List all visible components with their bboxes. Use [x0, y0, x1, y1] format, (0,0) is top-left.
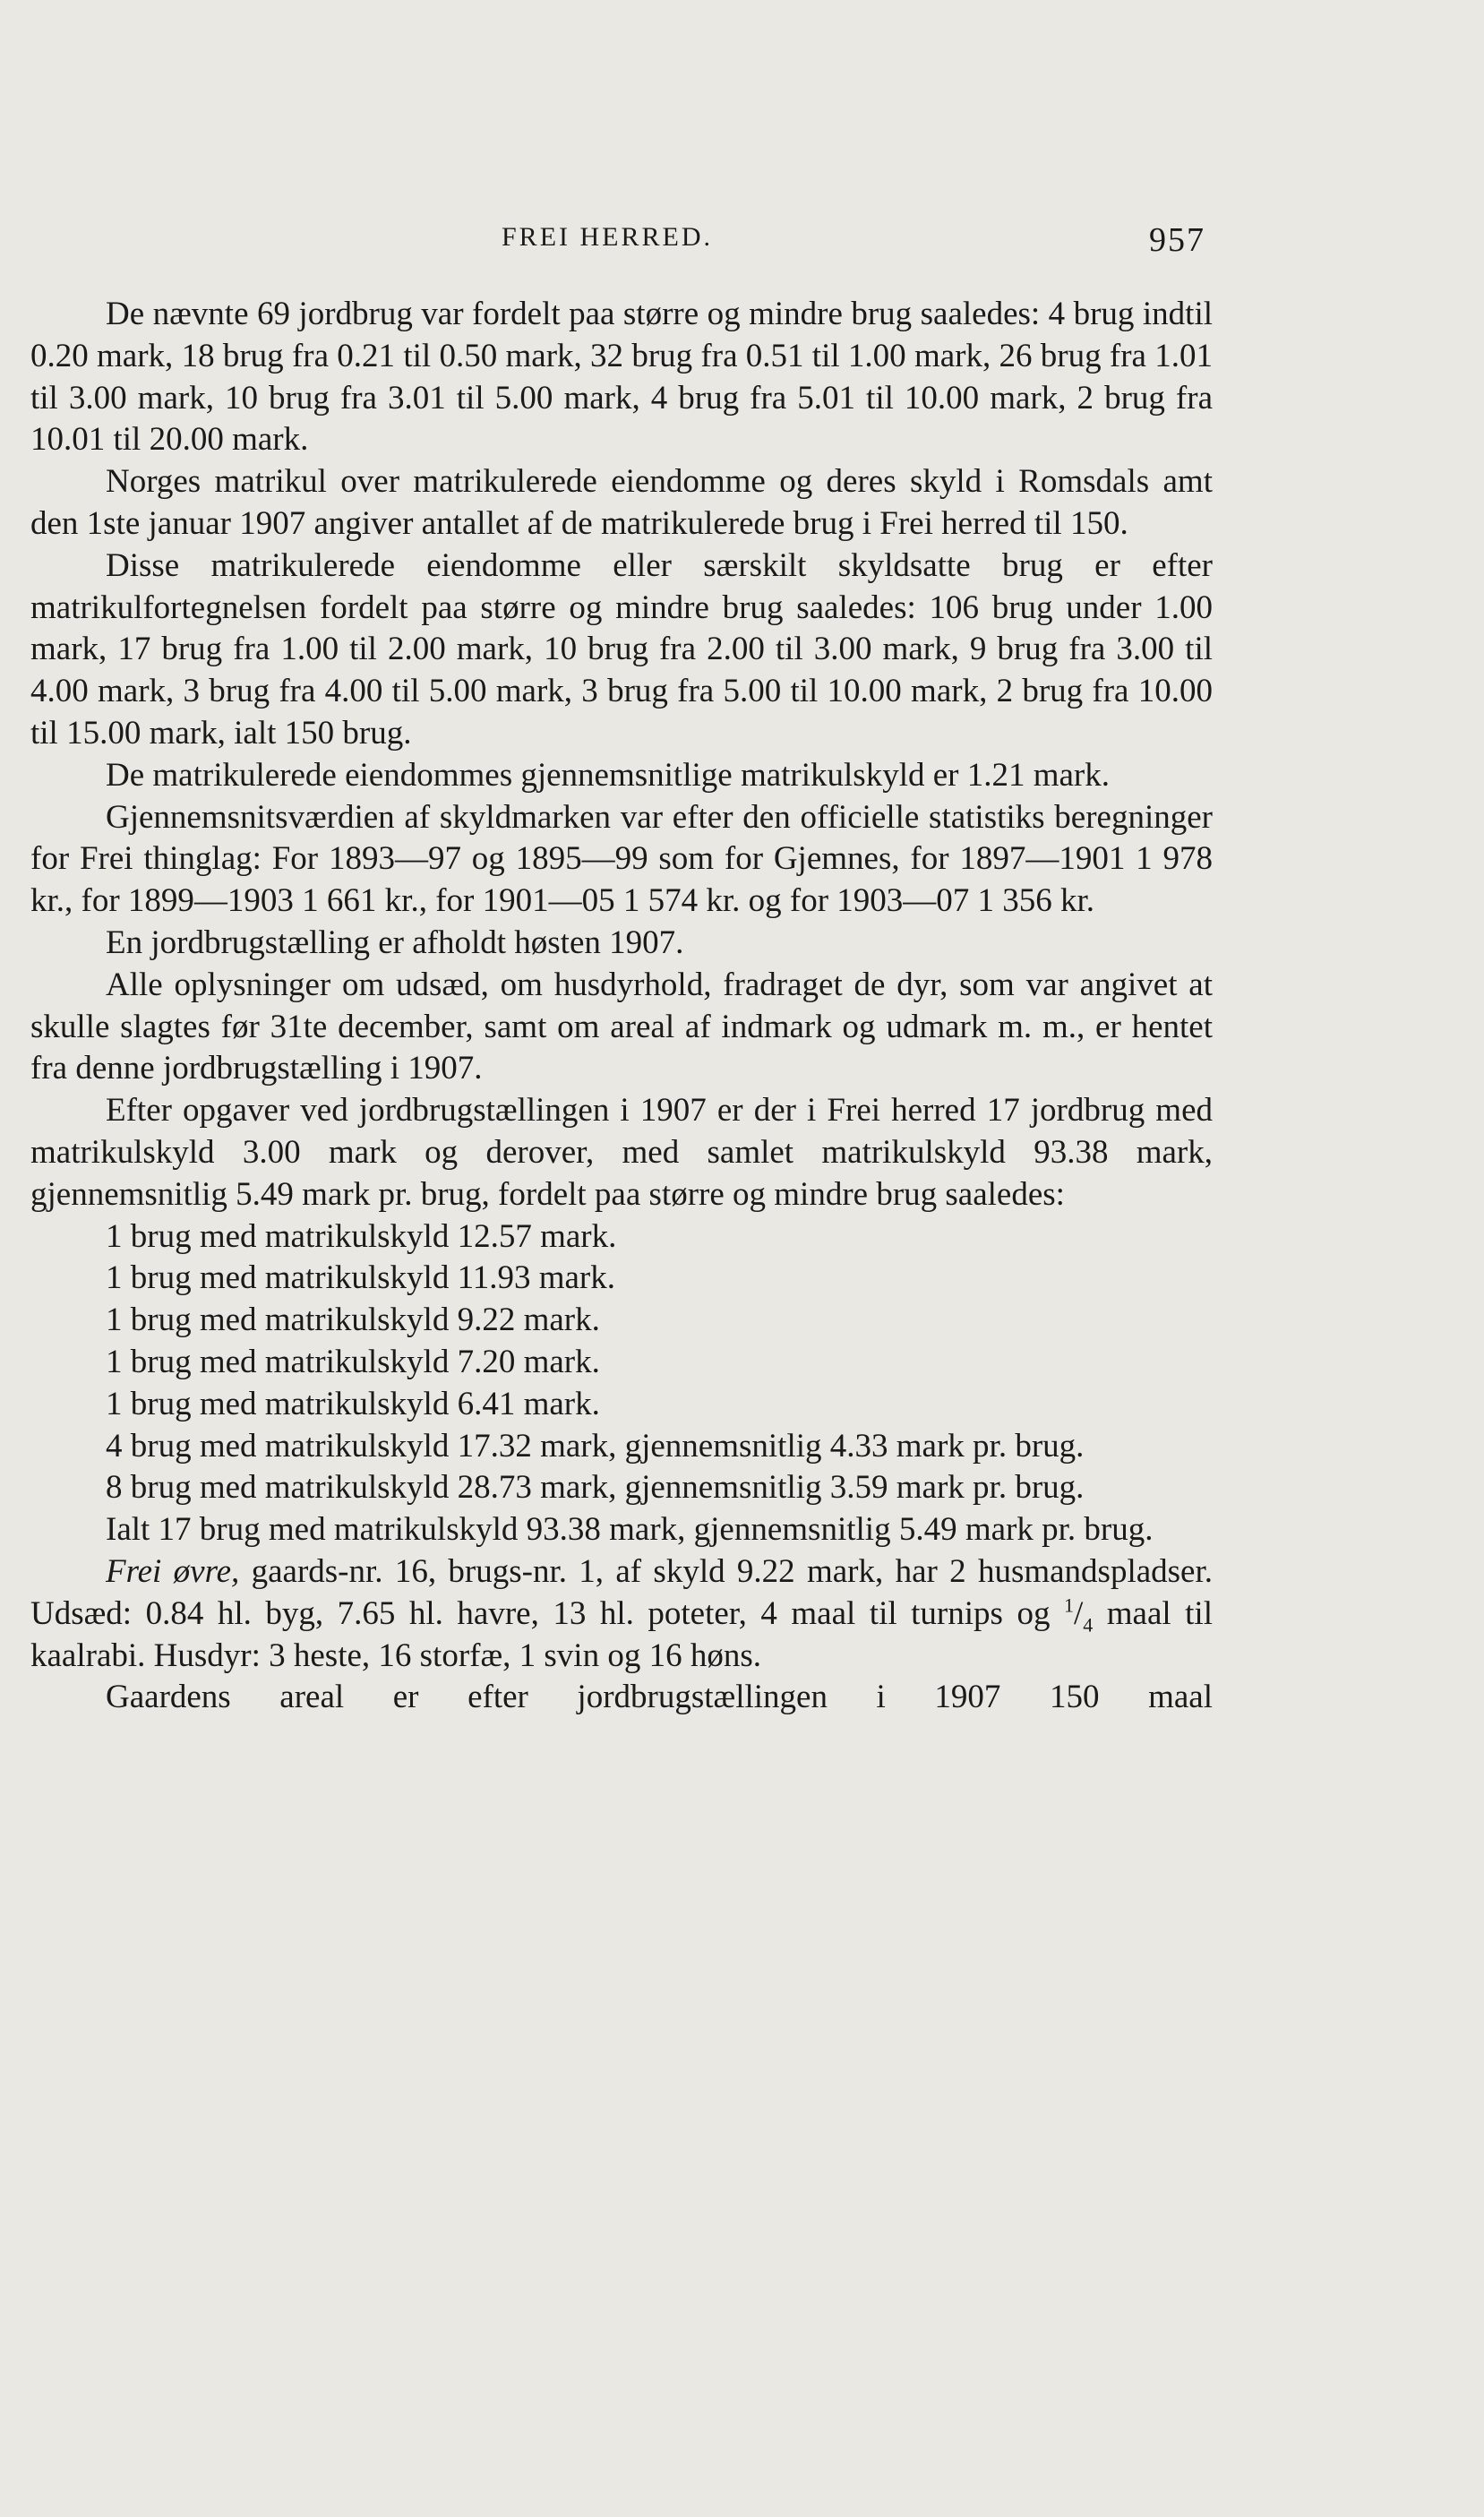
- farm-text-after: maal til kaalrabi. Husdyr: 3 heste, 16 storfæ, 1 svin og 16 høns.: [30, 1594, 1213, 1674]
- running-title: FREI HERRED.: [502, 222, 714, 252]
- paragraph-jordbrugstaelling: En jordbrugstælling er afholdt høsten 1907.: [106, 923, 684, 961]
- paragraph-skyldmark-vaerdi: Gjennemsnitsværdien af skyldmarken var efter den officielle statistiks beregninger for Frei thinglag: For 1893—97 og 1895—99 som for Gjemnes, for 1897—1901 1 978 kr., for 1899—1903 1 661 kr., for 1901—05 1 574 kr. og for 1903—07 1 356 kr.: [30, 798, 1213, 920]
- paragraph-brug-distribution: De nævnte 69 jordbrug var fordelt paa større og mindre brug saaledes: 4 brug indtil 0.20 mark, 18 brug fra 0.21 til 0.50 mark, 32 brug fra 0.51 til 1.00 mark, 26 brug fra 1.01 til 3.00 mark, 10 brug fra 3.01 til 5.00 mark, 4 brug fra 5.01 til 10.00 mark, 2 brug fra 10.01 til 20.00 mark.: [30, 296, 1213, 459]
- paragraph-matrikul: Norges matrikul over matrikulerede eiendomme og deres skyld i Romsdals amt den 1ste januar 1907 angiver antallet af de matrikulerede brug i Frei herred til 150.: [30, 463, 1213, 542]
- farm-name: Frei øvre,: [106, 1552, 240, 1590]
- fraction-denominator: 4: [1083, 1613, 1094, 1636]
- farm-text-before: gaards-nr. 16, brugs-nr. 1, af skyld 9.22 mark, har 2 husmandspladser. Udsæd: 0.84 hl. byg, 7.65 hl. havre, 13 hl. poteter, 4 maal til turnips og: [30, 1552, 1214, 1632]
- list-item: 1 brug med matrikulskyld 6.41 mark.: [106, 1385, 600, 1422]
- list-item: 1 brug med matrikulskyld 12.57 mark.: [106, 1217, 617, 1255]
- fraction-quarter: $^1/_4$: [1063, 1594, 1094, 1636]
- list-item: 1 brug med matrikulskyld 7.20 mark.: [106, 1343, 600, 1380]
- paragraph-opgaver: Efter opgaver ved jordbrugstællingen i 1907 er der i Frei herred 17 jordbrug med matrikulskyld 3.00 mark og derover, med samlet matrikulskyld 93.38 mark, gjennemsnitlig 5.49 mark pr. brug, fordelt paa større og mindre brug saaledes:: [30, 1092, 1213, 1213]
- fraction-numerator: 1: [1063, 1594, 1074, 1617]
- list-item: 1 brug med matrikulskyld 9.22 mark.: [106, 1301, 600, 1339]
- paragraph-gaardens-areal: Gaardens areal er efter jordbrugstællingen i 1907 150 maal: [106, 1679, 1213, 1716]
- paragraph-eiendomme: Disse matrikulerede eiendomme eller særskilt skyldsatte brug er efter matrikulfortegnelsen fordelt paa større og mindre brug saaledes: 106 brug under 1.00 mark, 17 brug fra 1.00 til 2.00 mark, 10 brug fra 2.00 til 3.00 mark, 9 brug fra 3.00 til 4.00 mark, 3 brug fra 4.00 til 5.00 mark, 3 brug fra 5.00 til 10.00 mark, 2 brug fra 10.00 til 15.00 mark, ialt 150 brug.: [30, 546, 1213, 752]
- page-header: [0, 213, 1484, 267]
- paragraph-oplysninger: Alle oplysninger om udsæd, om husdyrhold, fradraget de dyr, som var angivet at skulle slagtes før 31te december, samt om areal af indmark og udmark m. m., er hentet fra denne jordbrugstælling i 1907.: [30, 966, 1213, 1087]
- paragraph-gjennemsnit-skyld: De matrikulerede eiendommes gjennemsnitlige matrikulskyld er 1.21 mark.: [106, 756, 1111, 794]
- list-item-total: Ialt 17 brug med matrikulskyld 93.38 mark, gjennemsnitlig 5.49 mark pr. brug.: [106, 1511, 1154, 1549]
- page-body: [30, 294, 1213, 1719]
- page-number: 957: [1149, 221, 1205, 259]
- list-item: 4 brug med matrikulskyld 17.32 mark, gjennemsnitlig 4.33 mark pr. brug.: [106, 1427, 1085, 1465]
- list-item: 8 brug med matrikulskyld 28.73 mark, gjennemsnitlig 3.59 mark pr. brug.: [106, 1469, 1085, 1507]
- list-item: 1 brug med matrikulskyld 11.93 mark.: [106, 1259, 615, 1297]
- paragraph-farm-frei-ovre: [30, 1551, 1213, 1677]
